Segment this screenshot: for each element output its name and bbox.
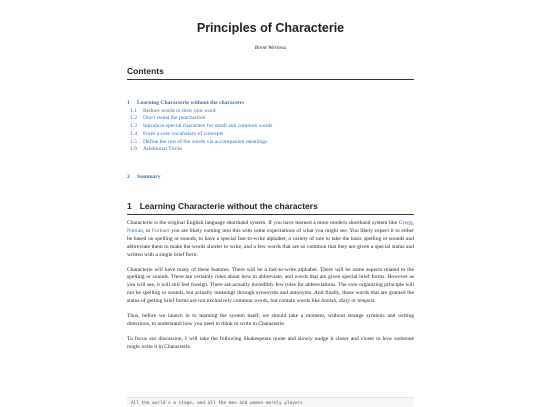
toc-link[interactable]: Introduce special characters for small and common words: [143, 123, 273, 130]
toc-link[interactable]: Learning Characterie without the characters: [137, 100, 245, 106]
forkner-link[interactable]: Forkner: [152, 227, 170, 234]
text: , or: [142, 227, 153, 234]
toc-link[interactable]: Summary: [137, 174, 161, 180]
emphasis: banish: [321, 298, 337, 305]
code-block: All the world's a stage, and all the men and women merely players: [127, 397, 414, 407]
toc-number: 1.1: [130, 107, 137, 114]
pitman-link[interactable]: Pitman: [127, 227, 143, 234]
paragraph: [127, 267, 414, 307]
toc-link[interactable]: Additional Tricks: [143, 146, 183, 153]
paragraph: To focus our discussion, I will take the following Shakespeare quote and slowly nudge it closer and closer to how someone might write it in Characterie.: [127, 335, 414, 350]
toc-number: 1.3: [130, 123, 137, 130]
toc-number: 1.5: [130, 138, 137, 145]
text: ,: [412, 220, 414, 226]
document-author: Brent Werness: [254, 45, 287, 51]
document-title: Principles of Characterie: [196, 21, 345, 35]
text: ,: [336, 298, 339, 305]
emphasis: tempest: [357, 298, 375, 305]
toc-link[interactable]: Reduce words to their root word: [143, 107, 216, 114]
text: Characterie: [127, 266, 155, 273]
toc-number: 1.6: [130, 146, 137, 153]
paragraph: Thus, before we launch in to learning the system itself, we should take a moment, without strange symbols and writing directions, to understand how you need to think to write in Characterie.: [127, 313, 414, 327]
toc-subsection-1-4[interactable]: [127, 131, 414, 139]
toc-number: 1.4: [130, 130, 137, 137]
section-heading: [127, 201, 414, 215]
toc-link[interactable]: Define the rest of the words via accompanied meanings: [143, 138, 268, 145]
toc-link[interactable]: Don't sweat the punctuation: [143, 115, 206, 122]
text: Characterie is the original English language shorthand system. If you have learned a more modern shorthand system like: [127, 220, 399, 226]
contents-section: [127, 66, 414, 80]
toc-section-2[interactable]: [127, 174, 414, 182]
table-of-contents: [127, 100, 414, 154]
toc-number: 2: [127, 174, 130, 180]
document-page: [127, 0, 415, 406]
text: or: [349, 298, 358, 305]
toc-subsection-1-3[interactable]: [127, 123, 414, 131]
text: .: [374, 298, 376, 305]
toc-section-2-wrap: [127, 174, 414, 182]
text: you are likely coming into this with some expectations of what you might see. You likely expect it to either be based on spelling or sounds, to have a special fast-to-write alphabet, a variety of rule to take the basic spelling or sounds and abbreviate them to make the words shorter to write, and a few words that are so common that they are given a special status and written with a single brief form.: [127, 227, 414, 258]
section-title: Learning Characterie without the characters: [139, 201, 318, 211]
section-1-header: [127, 201, 414, 215]
toc-section-1[interactable]: [127, 100, 414, 108]
section-number: 1: [127, 201, 132, 211]
toc-subsection-1-6[interactable]: [127, 146, 414, 154]
toc-subsection-1-2[interactable]: [127, 115, 414, 123]
toc-subsection-1-5[interactable]: [127, 139, 414, 147]
emphasis: will: [154, 266, 163, 273]
text: have many of these features. There will be a fast-to-write alphabet. There will be some aspects related to the spelling or sounds. There are certainly rules about how to abbreviate, and words that are given special brief forms. However as you will see, it will still feel foreign. There are actually incredibly few rules for abbreviations. The core organizing principle will not be spelling or sounds, but actually meanings through synonyms and antonyms. And finally, those words that are granted the status of getting brief forms are not exclusively common words, but contain words like: [127, 266, 415, 305]
toc-link[interactable]: Form a core vocabulary of concepts: [143, 130, 224, 137]
toc-number: 1: [127, 100, 130, 106]
paragraph: [127, 220, 414, 260]
toc-subsection-1-1[interactable]: [127, 108, 414, 116]
section-1-body: [127, 220, 414, 359]
toc-number: 1.2: [130, 115, 137, 122]
contents-heading: Contents: [127, 66, 414, 80]
emphasis: dizzy: [338, 298, 350, 305]
gregg-link[interactable]: Gregg: [398, 220, 413, 226]
